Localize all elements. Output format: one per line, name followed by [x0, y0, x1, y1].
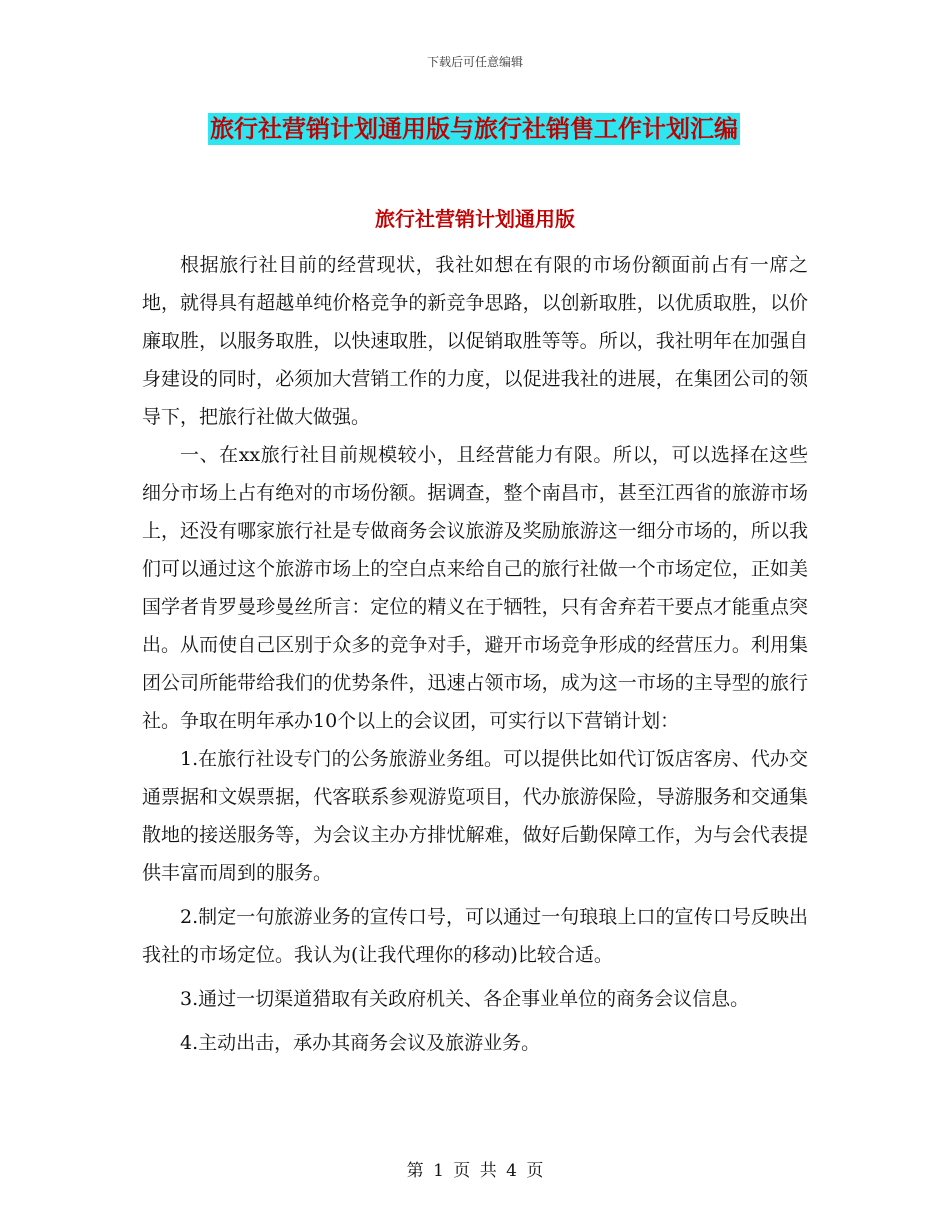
document-title: 旅行社营销计划通用版与旅行社销售工作计划汇编	[210, 115, 738, 143]
page-number: 第 1 页 共 4 页	[406, 1161, 544, 1181]
header-note: 下载后可任意编辑	[426, 55, 523, 69]
paragraph-item-3: 3.通过一切渠道猎取有关政府机关、各企事业单位的商务会议信息。	[180, 988, 750, 1010]
document-body	[142, 246, 808, 1062]
paragraph-item-4: 4.主动出击，承办其商务会议及旅游业务。	[180, 1032, 541, 1054]
paragraph-point-one: 一、在xx旅行社目前规模较小，且经营能力有限。所以，可以选择在这些细分市场上占有绝对的市场份额。据调查，整个南昌市，甚至江西省的旅游市场上，还没有哪家旅行社是专做商务会议旅游及奖励旅游这一细分市场的，所以我们可以通过这个旅游市场上的空白点来给自己的旅行社做一个市场定位，正如美国学者肯罗曼珍曼丝所言：定位的精义在于牺牲，只有舍弃若干要点才能重点突出。从而使自己区别于众多的竞争对手，避开市场竞争形成的经营压力。利用集团公司所能带给我们的优势条件，迅速占领市场，成为这一市场的主导型的旅行社。争取在明年承办10个以上的会议团，可实行以下营销计划：	[142, 444, 808, 732]
paragraph-intro: 根据旅行社目前的经营现状，我社如想在有限的市场份额面前占有一席之地，就得具有超越单纯价格竞争的新竞争思路，以创新取胜，以优质取胜，以价廉取胜，以服务取胜，以快速取胜，以促销取胜等等。所以，我社明年在加强自身建设的同时，必须加大营销工作的力度，以促进我社的进展，在集团公司的领导下，把旅行社做大做强。	[142, 254, 808, 428]
section-title: 旅行社营销计划通用版	[375, 207, 575, 231]
paragraph-item-1: 1.在旅行社设专门的公务旅游业务组。可以提供比如代订饭店客房、代办交通票据和文娱票据，代客联系参观游览项目，代办旅游保险，导游服务和交通集散地的接送服务等，为会议主办方排忧解难，做好后勤保障工作，为与会代表提供丰富而周到的服务。	[142, 748, 808, 884]
paragraph-item-2: 2.制定一句旅游业务的宣传口号，可以通过一句琅琅上口的宣传口号反映出我社的市场定位。我认为(让我代理你的移动)比较合适。	[142, 906, 808, 966]
